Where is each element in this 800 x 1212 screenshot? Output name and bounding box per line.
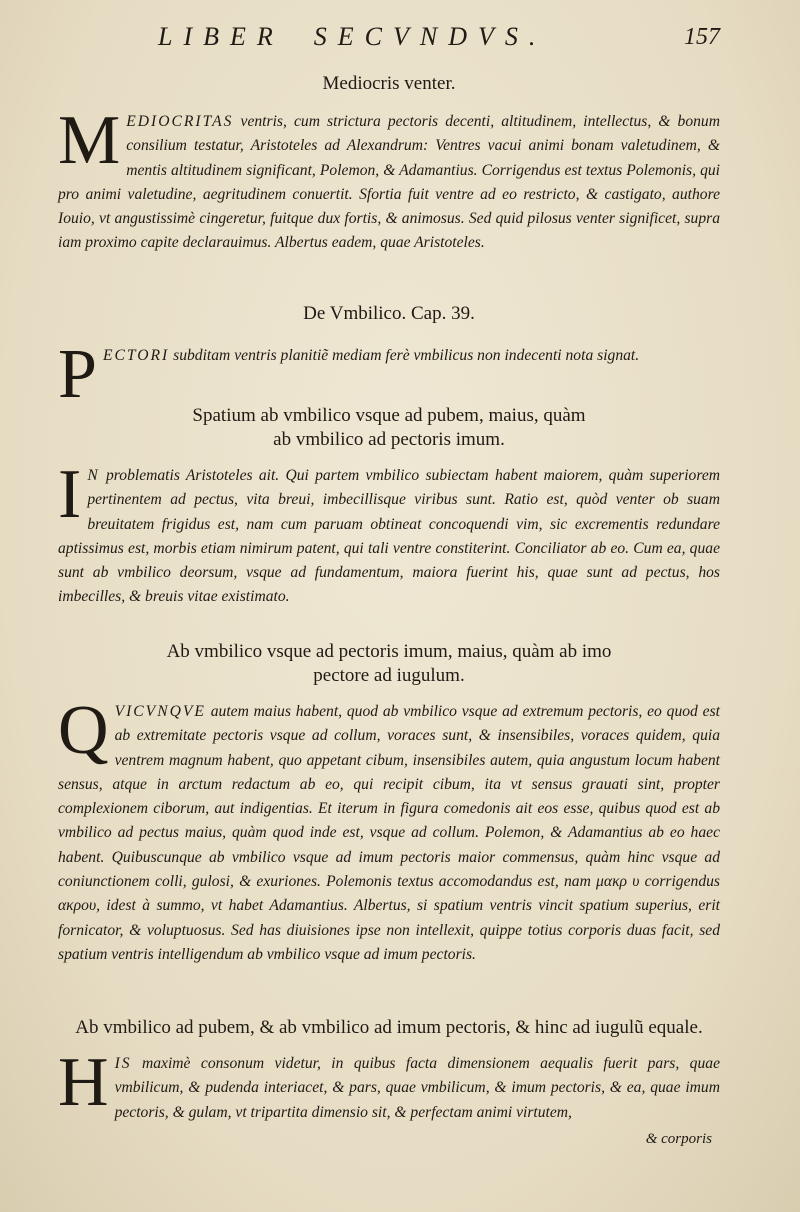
drop-cap: P xyxy=(58,336,97,413)
section-heading-line-2: ab vmbilico ad pectoris imum. xyxy=(273,429,505,450)
section-paragraph xyxy=(58,336,720,413)
running-title xyxy=(158,22,546,52)
catchword: & corporis xyxy=(645,1131,712,1147)
section-paragraph xyxy=(58,456,721,610)
lead-word: ECTORI xyxy=(102,347,170,364)
running-title-left: LIBER xyxy=(158,22,284,51)
paragraph-text: ventris, cum strictura pectoris decenti, altitudinem, intellectus, & bonum consilium testatur, Aristoteles ad Alexandrum: Ventres vacui animi bonam valetudinem, & mentis altitudinem significant, Polemon, & Adamantius. Corrigendus est textus Polemonis, qui pro animi valetudine, aegritudinem conuertit. Sfortia fuit ventre ad eo restricto, & castigato, authore Iouio, vt angustissimè cingeretur, fuitque dux fortis, & animosus. Sed quid pilosus venter significet, supra iam proximo capite declarauimus. Albertus eadem, quae Aristoteles. xyxy=(58,113,720,252)
section-pubem xyxy=(58,1016,720,1125)
section-heading: Mediocris venter. xyxy=(322,73,456,94)
section-heading-line-2: pectore ad iugulum. xyxy=(313,665,465,686)
paragraph-text: maximè consonum videtur, in quibus facta dimensionem aequalis fuerit pars, quae vmbilicum, & pudenda interiacet, & pars, quae vmbilicum, & imum pectoris, & ea, quae imum pectoris, & gulam, vt tripartita dimensio sit, & perfectam animi virtutem, xyxy=(114,1055,720,1121)
section-paragraph xyxy=(58,102,720,256)
lead-word: N xyxy=(87,467,100,484)
drop-cap: H xyxy=(58,1044,109,1121)
lead-word: VICVNQVE xyxy=(114,703,206,720)
paragraph-text: autem maius habent, quod ab vmbilico vsque ad extremum pectoris, eo quod est ab extremitate pectoris vsque ad collum, voraces sunt, & insensibiles, voraces quidem, quia ventrem magnum habent, quo appetant cibum, insensibiles autem, quia angustum locum habent sensus, atque in arctum redactum ab eo, qui recipit cibum, ita vt sensus grauati sint, propter complexionem ciborum, aut indigentias. Et iterum in figura comedonis ait eos esse, quibus quod est ab vmbilico ad pectus maius, quàm quod inde est, vsque ad collum. Polemon, & Adamantius ab eo haec habent. Quibuscunque ab vmbilico vsque ad imum pectoris maior commensus, quàm hinc vsque ad coniunctionem colli, gulosi, & exuriones. Polemonis textus accomodandus est, nam μακρ υ corrigendus ακρου, idest à summo, vt habet Adamantius. Albertus, si spatium ventris vincit spatium superius, erit fornicator, & voluptuosus. Sed has diuisiones ipse non intellexit, quippe totius corporis duas facit, sed spatium ventris intelligendum ab vmbilico vsque ad imum pectoris. xyxy=(58,703,720,963)
paragraph-text: problematis Aristoteles ait. Qui partem vmbilico subiectam habent maiorem, quàm superiorem pertinentem ad pectus, vita breui, imbecillisque viribus sunt. Ratio est, quòd venter ob suam breuitatem frigidus est, nam cum paruam obtineat concoquendi vim, sic excrementis redundare aptissimus est, morbis etiam nimirum patent, qui tali ventre constiterint. Conciliator ab eo. Cum ea, quae sunt ab vmbilico deorsum, vsque ad fundamentum, maiora fuerint his, quae sunt ad pectus, hos imbecilles, & breuis vitae existimato. xyxy=(58,467,721,606)
chapter-heading: De Vmbilico. Cap. 39. xyxy=(303,303,475,324)
drop-cap: I xyxy=(58,456,82,533)
page-number: 157 xyxy=(684,24,720,50)
running-title-right: SECVNDVS. xyxy=(313,22,547,51)
lead-word: IS xyxy=(114,1055,132,1072)
section-heading: Spatium ab vmbilico vsque ad pubem, maius, quàm xyxy=(192,405,586,426)
section-umbilico xyxy=(58,302,720,413)
section-paragraph xyxy=(58,692,720,967)
section-heading: Ab vmbilico vsque ad pectoris imum, maius, quàm ab imo xyxy=(166,641,612,662)
section-venter xyxy=(58,72,720,256)
section-spatium xyxy=(58,404,720,610)
section-heading: Ab vmbilico ad pubem, & ab vmbilico ad imum pectoris, & hinc ad iugulũ equale. xyxy=(75,1017,703,1038)
drop-cap: M xyxy=(58,102,121,179)
page-header xyxy=(150,22,720,56)
section-imum xyxy=(58,640,720,967)
drop-cap: Q xyxy=(58,692,109,769)
section-paragraph xyxy=(58,1044,720,1125)
paragraph-text: subditam ventris planitiẽ mediam ferè vmbilicus non indecenti nota signat. xyxy=(173,347,640,364)
lead-word: EDIOCRITAS xyxy=(126,113,234,130)
